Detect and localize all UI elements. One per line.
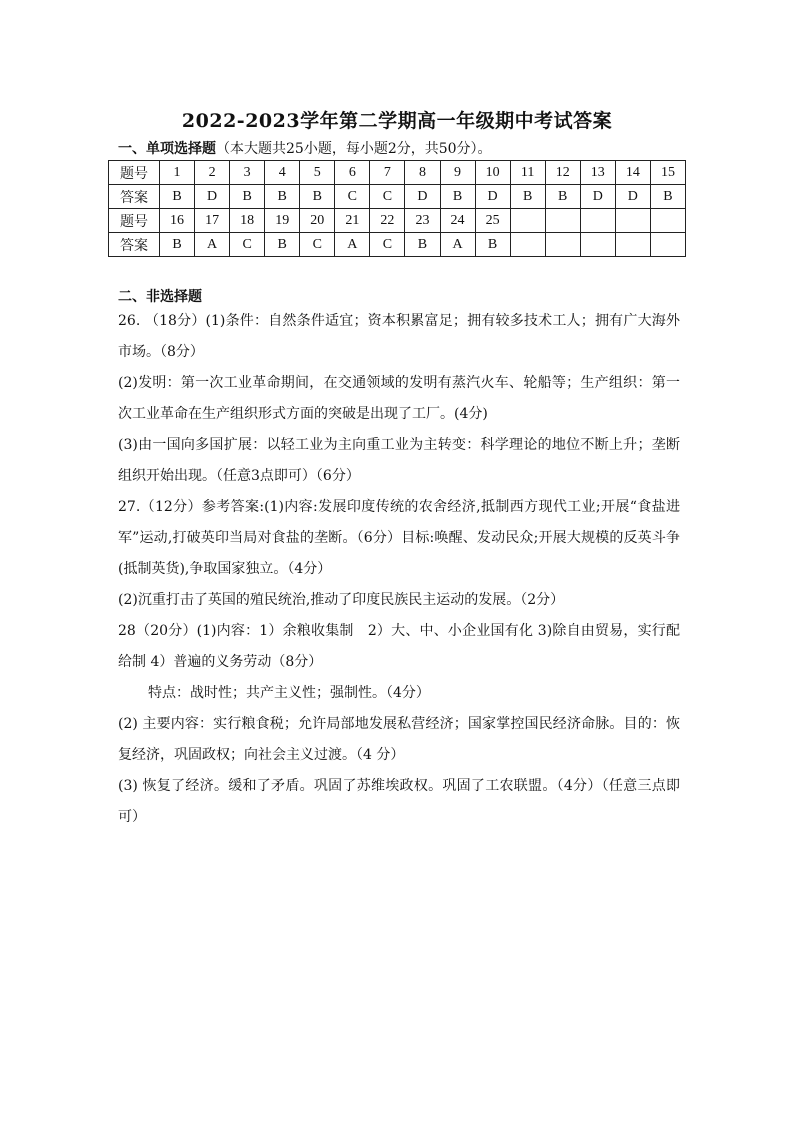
answer-table-row (109, 161, 686, 185)
answer-table-row (109, 209, 686, 233)
answer-table-cell: 19 (265, 209, 300, 233)
answer-table-cell: D (475, 185, 510, 209)
answer-table-cell (510, 233, 545, 257)
answer-table-cell: 16 (160, 209, 195, 233)
answer-table-row-header: 题号 (109, 209, 160, 233)
answer-table-cell (510, 209, 545, 233)
answer-table-cell: C (370, 185, 405, 209)
answer-26-part3: (3)由一国向多国扩展：以轻工业为主向重工业为主转变：科学理论的地位不断上升；垄断组织开始出现。（任意3点即可）（6分） (118, 437, 680, 484)
answer-table-cell: 21 (335, 209, 370, 233)
answer-table-cell: 6 (335, 161, 370, 185)
answer-table-cell: B (300, 185, 335, 209)
answer-table-row (109, 233, 686, 257)
answer-table-cell: 18 (230, 209, 265, 233)
answer-table-cell: C (370, 233, 405, 257)
answer-27-part2: (2)沉重打击了英国的殖民统治,推动了印度民族民主运动的发展。（2分） (118, 592, 565, 608)
answer-table-cell (545, 233, 580, 257)
answer-table-row-header: 答案 (109, 233, 160, 257)
answer-table-row-header: 答案 (109, 185, 160, 209)
answer-table-cell: D (405, 185, 440, 209)
answer-28-features: 特点：战时性；共产主义性；强制性。（4分） (148, 685, 430, 701)
answer-table-cell: A (195, 233, 230, 257)
answer-table-cell: B (475, 233, 510, 257)
answer-body (118, 306, 680, 833)
answer-27-part1: 27.（12分）参考答案:(1)内容:发展印度传统的农舍经济,抵制西方现代工业;开展“食盐进军”运动,打破英印当局对食盐的垄断。（6分）目标:唤醒、发动民众;开展大规模的反英斗争(抵制英货),争取国家独立。（4分） (118, 499, 680, 577)
answer-table-cell: 11 (510, 161, 545, 185)
answer-table-cell: 13 (580, 161, 615, 185)
answer-table-cell: 25 (475, 209, 510, 233)
answer-table-cell (650, 209, 685, 233)
answer-table-cell: C (335, 185, 370, 209)
answer-table-cell: B (265, 185, 300, 209)
answer-table-cell: 12 (545, 161, 580, 185)
answer-28-part2: (2) 主要内容：实行粮食税；允许局部地发展私营经济；国家掌控国民经济命脉。目的：恢复经济，巩固政权；向社会主义过渡。（4 分） (118, 716, 680, 763)
answer-table-cell: D (195, 185, 230, 209)
answer-table-cell: 14 (615, 161, 650, 185)
answer-table-cell: 15 (650, 161, 685, 185)
answer-table-cell: B (160, 233, 195, 257)
answer-table-cell: 7 (370, 161, 405, 185)
answer-table-cell (545, 209, 580, 233)
answer-table (108, 160, 686, 257)
answer-table-cell: 9 (440, 161, 475, 185)
answer-table-cell: B (510, 185, 545, 209)
answer-table-cell: 5 (300, 161, 335, 185)
answer-table-cell: 10 (475, 161, 510, 185)
answer-table-cell: B (405, 233, 440, 257)
answer-table-cell: 2 (195, 161, 230, 185)
answer-table-cell: B (230, 185, 265, 209)
answer-table-cell: 24 (440, 209, 475, 233)
section-one-heading (118, 138, 492, 158)
answer-table-cell: A (335, 233, 370, 257)
section-one-title: 一、单项选择题 (118, 141, 216, 157)
answer-table-cell: 1 (160, 161, 195, 185)
answer-table-row (109, 185, 686, 209)
answer-table-cell: 8 (405, 161, 440, 185)
answer-table-cell (615, 209, 650, 233)
answer-table-cell: B (650, 185, 685, 209)
answer-28-part1: 28（20分）(1)内容：1）余粮收集制 2）大、中、小企业国有化 3)除自由贸易，实行配给制 4）普遍的义务劳动（8分） (118, 623, 680, 670)
answer-table-cell: 4 (265, 161, 300, 185)
answer-table-cell: B (265, 233, 300, 257)
answer-table-cell: 22 (370, 209, 405, 233)
answer-26-part2: (2)发明：第一次工业革命期间，在交通领域的发明有蒸汽火车、轮船等；生产组织：第一次工业革命在生产组织形式方面的突破是出现了工厂。(4分) (118, 375, 680, 422)
answer-table-cell (580, 209, 615, 233)
answer-table-cell: D (580, 185, 615, 209)
answer-table-cell: B (160, 185, 195, 209)
answer-28-part3: (3) 恢复了经济。缓和了矛盾。巩固了苏维埃政权。巩固了工农联盟。（4分）（任意三点即可） (118, 778, 680, 825)
answer-table-cell: 17 (195, 209, 230, 233)
answer-table-cell: 20 (300, 209, 335, 233)
section-one-note: （本大题共25小题，每小题2分，共50分）。 (216, 141, 492, 157)
answer-table-cell: B (545, 185, 580, 209)
answer-table-cell (615, 233, 650, 257)
answer-table-cell: D (615, 185, 650, 209)
answer-table-cell: B (440, 185, 475, 209)
page-title: 2022-2023学年第二学期高一年级期中考试答案 (181, 110, 613, 132)
answer-table-cell: C (230, 233, 265, 257)
answer-26-part1: 26. （18分）(1)条件：自然条件适宜；资本积累富足；拥有较多技术工人；拥有广大海外市场。（8分） (118, 313, 680, 360)
answer-table-cell: 3 (230, 161, 265, 185)
answer-table-row-header: 题号 (109, 161, 160, 185)
answer-table-cell (650, 233, 685, 257)
section-two-heading: 二、非选择题 (118, 289, 202, 305)
answer-table-cell (580, 233, 615, 257)
answer-table-cell: A (440, 233, 475, 257)
answer-table-cell: 23 (405, 209, 440, 233)
answer-table-cell: C (300, 233, 335, 257)
